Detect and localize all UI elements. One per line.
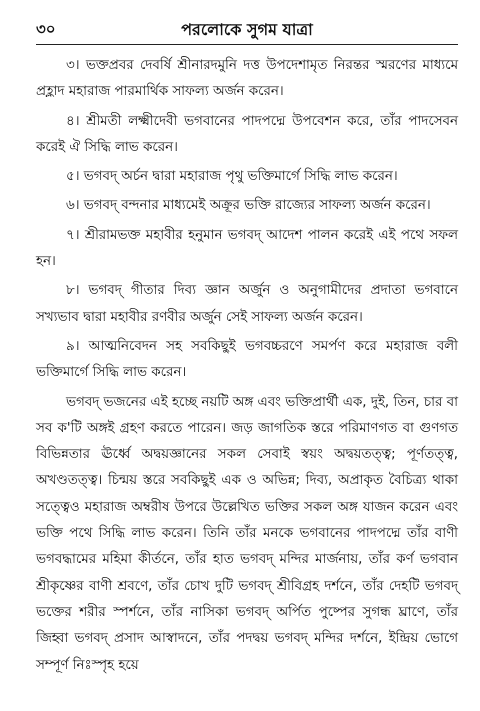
page-number: ৩০ — [36, 20, 56, 38]
page-header — [36, 14, 458, 45]
paragraph: ৪। শ্রীমতী লক্ষ্মীদেবী ভগবানের পাদপদ্মে উপবেশন করে, তাঁর পাদসেবন করেই ঐ সিদ্ধি লাভ করেন। — [36, 113, 458, 155]
paragraph: ৮। ভগবদ্ গীতার দিব্য জ্ঞান অর্জুন ও অনুগামীদের প্রদাতা ভগবানে সখ্যভাব দ্বারা মহাবীর রণবীর অর্জুন সেই সাফল্য অর্জন করেন। — [36, 283, 458, 325]
paragraph: ৫। ভগবদ্ অর্চন দ্বারা মহারাজ পৃথু ভক্তিমার্গে সিদ্ধি লাভ করেন। — [66, 169, 398, 185]
paragraph: ৯। আত্মনিবেদন সহ সবকিছুই ভগবচ্চরণে সমর্পণ করে মহারাজ বলী ভক্তিমার্গে সিদ্ধি লাভ করেন। — [36, 338, 458, 381]
paragraph: ৬। ভগবদ্ বন্দনার মাধ্যমেই অক্রূর ভক্তি রাজ্যের সাফল্য অর্জন করেন। — [66, 198, 431, 214]
running-title: পরলোকে সুগম যাত্রা — [181, 20, 313, 39]
paragraph: ৭। শ্রীরামভক্ত মহাবীর হনুমান ভগবদ্ আদেশ পালন করেই এই পথে সফল হন। — [36, 227, 458, 270]
paragraph: ভগবদ্ ভজনের এই হচ্ছে নয়টি অঙ্গ এবং ভক্তিপ্রার্থী এক, দুই, তিন, চার বা সব ক'টি অঙ্গই গ্রহণ করতে পারেন। জড় জাগতিক স্তরে পরিমাণগত বা গুণগত বিভিন্নতার ঊর্ধ্বে অদ্বয়জ্ঞানের সকল সেবাই স্বয়ং অদ্বয়তত্ত্ব; পূর্ণতত্ত্ব, অখণ্ডতত্ত্ব। চিন্ময় স্তরে সবকিছুই এক ও অভিন্ন; দিব্য, অপ্রাকৃত বৈচিত্র্য থাকা সত্ত্বেও মহারাজ অম্বরীষ উপরে উল্লেখিত ভক্তির সকল অঙ্গ যাজন করেন এবং ভক্তি পথে সিদ্ধি লাভ করেন। তিনি তাঁর মনকে ভগবানের পাদপদ্মে তাঁর বাণী ভগবদ্ধামের মহিমা কীর্তনে, তাঁর হাত ভগবদ্ মন্দির মার্জনায়, তাঁর কর্ণ ভগবান শ্রীকৃষ্ণের বাণী শ্রবণে, তাঁর চোখ দুটি ভগবদ্ শ্রীবিগ্রহ দর্শনে, তাঁর দেহটি ভগবদ্ ভক্তের শরীর স্পর্শনে, তাঁর নাসিকা ভগবদ্ অর্পিত পুষ্পের সুগন্ধ ঘ্রাণে, তাঁর জিহ্বা ভগবদ্ প্রসাদ আস্বাদনে, তাঁর পদদ্বয় ভগবদ্ মন্দির দর্শনে, ইন্দ্রিয় ভোগে সম্পূর্ণ নিঃস্পৃহ হয়ে — [36, 394, 458, 673]
paragraph: ৩। ভক্তপ্রবর দেবর্ষি শ্রীনারদমুনি দত্ত উপদেশামৃত নিরন্তর স্মরণের মাধ্যমে প্রহ্লাদ মহারাজ পারমার্থিক সাফল্য অর্জন করেন। — [36, 58, 458, 100]
body-text — [36, 53, 458, 679]
